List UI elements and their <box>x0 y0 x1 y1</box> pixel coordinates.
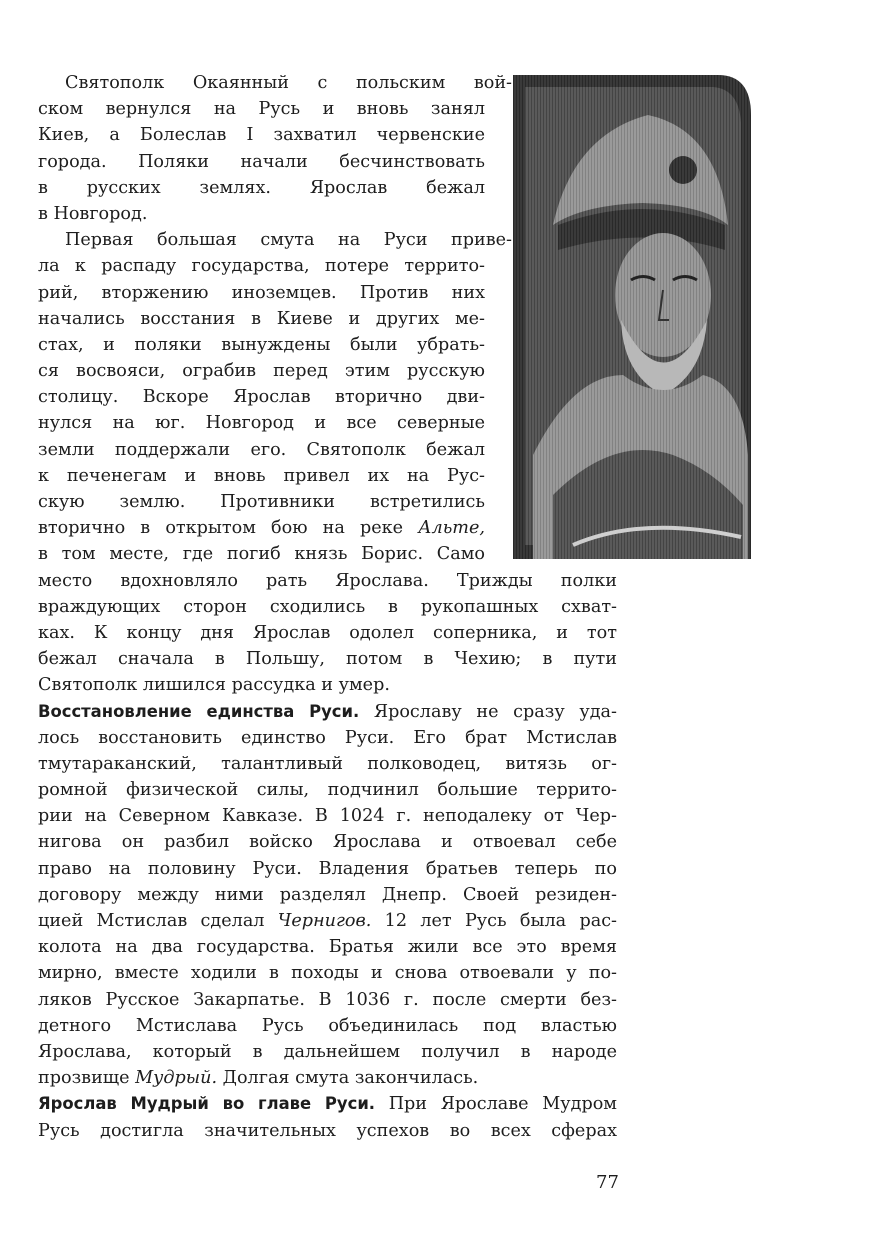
text-line: рии на Северном Кавказе. В 1024 г. неподалеку от Чер- <box>38 806 617 827</box>
text-line: города. Поляки начали бесчинствовать <box>38 151 485 172</box>
text-line: в том месте, где погиб князь Борис. Само <box>38 544 485 565</box>
text-line: детного Мстислава Русь объединилась под властью <box>38 1015 617 1036</box>
text-line: ском вернулся на Русь и вновь занял <box>38 99 485 120</box>
text-line <box>38 515 485 541</box>
text-line: ся восвояси, ограбив перед этим русскую <box>38 361 485 382</box>
text-line: враждующих сторон сходились в рукопашных схват- <box>38 596 617 617</box>
text-line: Киев, а Болеслав I захватил червенские <box>38 125 485 146</box>
text-line: в Новгород. <box>38 203 148 224</box>
text-line: начались восстания в Киеве и других ме- <box>38 308 485 329</box>
city-name-chernigov: Чернигов. <box>277 911 372 931</box>
text-line: скую землю. Противники встретились <box>38 492 485 512</box>
text-run: При Ярославе Мудром <box>375 1094 617 1115</box>
text-run: прозвище <box>38 1068 136 1089</box>
nickname-mudry: Мудрый. <box>135 1068 218 1089</box>
section-yaroslav-the-wise <box>38 1091 617 1143</box>
text-line: тмутараканский, талантливый полководец, витязь ог- <box>38 753 617 774</box>
text-line: бежал сначала в Польшу, потом в Чехию; в пути <box>38 649 617 670</box>
text-run: вторично в открытом бою на реке <box>38 518 419 539</box>
page-number: 77 <box>596 1172 619 1193</box>
river-name-alta: Альте, <box>418 518 485 539</box>
section-heading: Ярослав Мудрый во главе Руси. <box>38 1094 376 1114</box>
text-line: лось восстановить единство Руси. Его брат Мстислав <box>38 727 617 748</box>
text-line: столицу. Вскоре Ярослав вторично дви- <box>38 387 485 408</box>
paragraph <box>38 227 617 698</box>
text-line: в русских землях. Ярослав бежал <box>38 177 485 198</box>
text-line: рий, вторжению иноземцев. Против них <box>38 282 485 303</box>
text-line <box>38 699 617 725</box>
text-line: нигова он разбил войско Ярослава и отвоевал себе <box>38 832 617 853</box>
paragraph <box>38 70 617 227</box>
text-line: нулся на юг. Новгород и все северные <box>38 413 485 434</box>
text-run: Ярославу не сразу уда- <box>359 701 617 722</box>
main-text <box>38 70 617 1144</box>
text-line: к печенегам и вновь привел их на Рус- <box>38 465 485 486</box>
text-line: ках. К концу дня Ярослав одолел соперника, и тот <box>38 622 617 643</box>
text-line: Первая большая смута на Руси приве- <box>65 230 512 251</box>
text-line <box>38 1091 617 1117</box>
text-run: Долгая смута закончилась. <box>217 1068 479 1089</box>
text-line: мирно, вместе ходили в походы и снова отвоевали у по- <box>38 963 617 984</box>
text-run: 12 лет Русь была рас- <box>371 911 617 931</box>
text-line: Ярослава, который в дальнейшем получил в народе <box>38 1041 617 1062</box>
text-line: ла к распаду государства, потере террито- <box>38 256 485 277</box>
text-line <box>38 1065 617 1091</box>
text-line: ромной физической силы, подчинил большие террито- <box>38 780 617 801</box>
text-line <box>38 908 617 934</box>
text-line: колота на два государства. Братья жили все это время <box>38 937 617 958</box>
text-line: место вдохновляло рать Ярослава. Трижды полки <box>38 570 617 591</box>
text-line: земли поддержали его. Святополк бежал <box>38 439 485 460</box>
text-line: договору между ними разделял Днепр. Своей резиден- <box>38 884 617 905</box>
text-line: Святополк Окаянный с польским вой- <box>65 73 512 93</box>
text-line: ляков Русское Закарпатье. В 1036 г. после смерти без- <box>38 989 617 1010</box>
section-restoration-of-unity <box>38 699 617 1092</box>
text-line: Русь достигла значительных успехов во всех сферах <box>38 1120 617 1141</box>
text-run: цией Мстислав сделал <box>38 911 278 931</box>
text-line: Святополк лишился рассудка и умер. <box>38 675 390 696</box>
text-line: стах, и поляки вынуждены были убрать- <box>38 334 485 355</box>
section-heading: Восстановление единства Руси. <box>38 701 360 721</box>
text-line: право на половину Руси. Владения братьев теперь по <box>38 858 617 879</box>
